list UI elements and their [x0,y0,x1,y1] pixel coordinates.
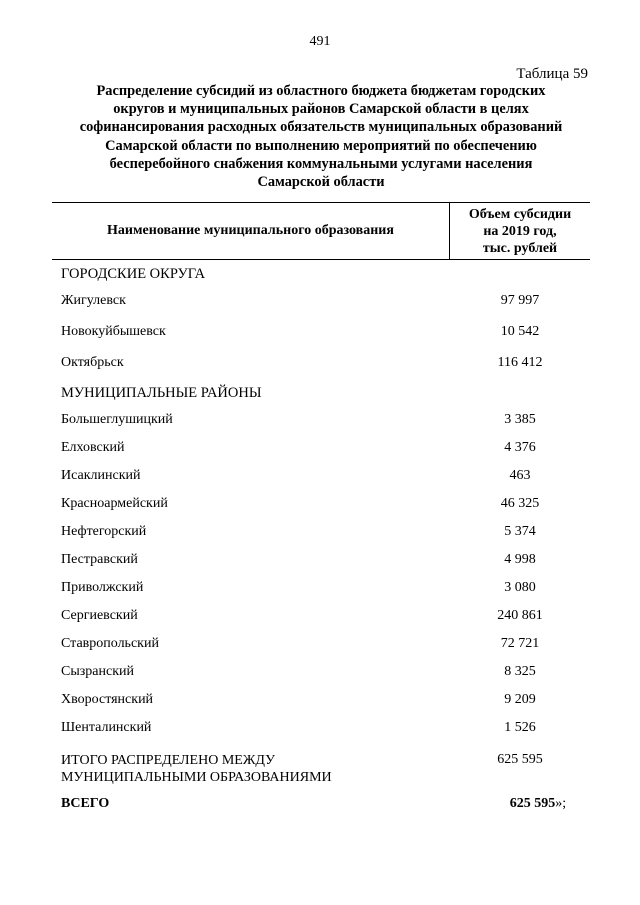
row-value: 240 861 [497,608,543,623]
title-line: округов и муниципальных районов Самарской области в целях [113,101,529,118]
total-distributed-value: 625 595 [497,752,543,767]
row-value: 3 080 [504,580,536,595]
row-value: 463 [509,468,531,483]
header-value-column [450,206,590,257]
total-distributed-label-line: МУНИЦИПАЛЬНЫМИ ОБРАЗОВАНИЯМИ [61,770,332,785]
row-name: Нефтегорский [61,524,147,539]
title-line: Самарской области по выполнению мероприятий по обеспечению [105,137,537,154]
row-name: Жигулевск [61,293,126,308]
row-name: Исаклинский [61,468,141,483]
row-name: Сызранский [61,664,134,679]
row-value: 97 997 [500,293,540,308]
grand-total-amount: 625 595 [509,796,556,811]
section-heading: МУНИЦИПАЛЬНЫЕ РАЙОНЫ [61,385,262,401]
total-distributed-label [61,752,332,786]
section-heading: ГОРОДСКИЕ ОКРУГА [61,266,206,282]
row-name: Сергиевский [61,608,138,623]
row-name: Большеглушицкий [61,412,173,427]
row-name: Ставропольский [61,636,159,651]
row-name: Приволжский [61,580,144,595]
row-name: Красноармейский [61,496,168,511]
header-top-rule [52,202,590,203]
header-name-column: Наименование муниципального образования [107,223,394,238]
total-distributed-label-line: ИТОГО РАСПРЕДЕЛЕНО МЕЖДУ [61,753,275,768]
row-value: 116 412 [497,355,543,370]
header-bottom-rule [52,259,590,260]
row-name: Шенталинский [61,720,152,735]
row-value: 3 385 [504,412,536,427]
table-label: Таблица 59 [516,66,588,82]
row-value: 9 209 [504,692,536,707]
row-value: 8 325 [504,664,536,679]
title-line: бесперебойного снабжения коммунальными услугами населения [109,155,533,172]
row-name: Елховский [61,440,125,455]
row-value: 10 542 [500,324,540,339]
row-value: 72 721 [500,636,540,651]
table-title [66,82,576,191]
grand-total-label: ВСЕГО [61,796,110,811]
row-name: Пестравский [61,552,138,567]
row-name: Новокуйбышевск [61,324,166,339]
header-value-line: тыс. рублей [482,241,558,256]
row-value: 4 998 [504,552,536,567]
grand-total-value [468,796,608,812]
row-value: 46 325 [500,496,540,511]
title-line: софинансирования расходных обязательств муниципальных образований [79,119,563,136]
grand-total-suffix: »; [555,796,567,811]
page-number: 491 [309,34,331,49]
row-value: 5 374 [504,524,536,539]
row-name: Хворостянский [61,692,154,707]
row-value: 1 526 [504,720,536,735]
header-value-line: Объем субсидии [468,207,572,222]
title-line: Распределение субсидий из областного бюджета бюджетам городских [96,83,546,99]
row-name: Октябрьск [61,355,124,370]
title-line: Самарской области [257,174,385,191]
row-value: 4 376 [504,440,536,455]
header-value-line: на 2019 год, [483,224,557,239]
